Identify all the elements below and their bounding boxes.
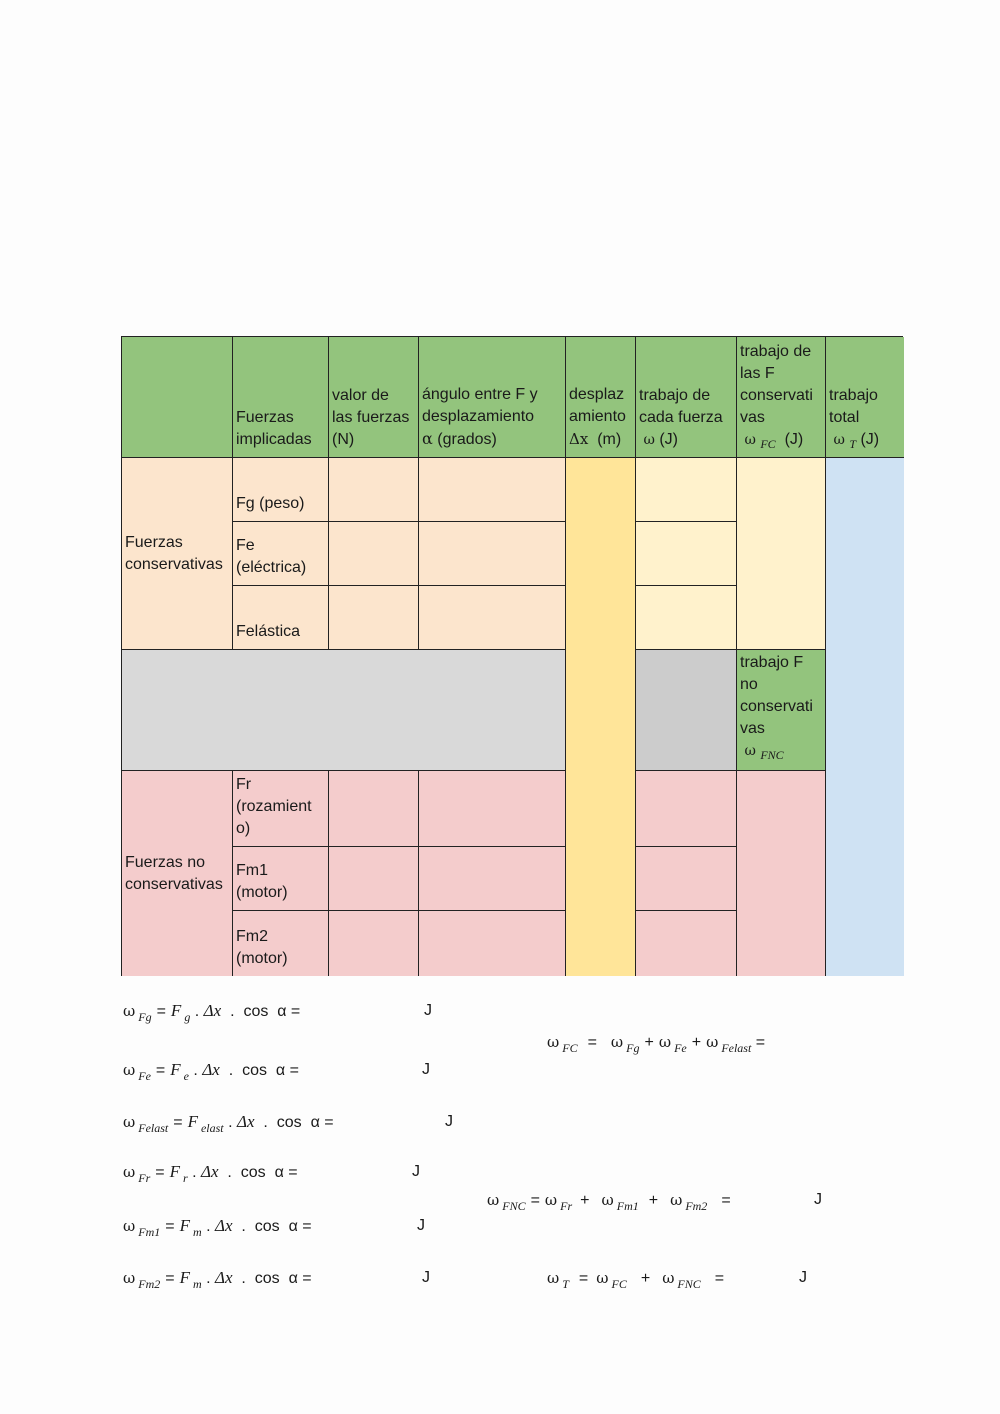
fnc-subscript: FNC — [760, 748, 784, 762]
eq-unit-j: J — [422, 1269, 430, 1286]
cell-fe-valor[interactable] — [329, 522, 419, 586]
header-angulo — [419, 337, 566, 458]
header-valor-line3: (N) — [332, 431, 355, 448]
eq-subscript: Fe — [138, 1069, 151, 1083]
cell-fm2-angulo[interactable] — [419, 911, 566, 976]
eq-delta-x: Δx — [202, 1060, 220, 1079]
t-subscript: T — [849, 437, 857, 451]
eq-force-subscript: m — [192, 1277, 202, 1291]
eq-force: F — [187, 1112, 198, 1131]
eq-sign: = — [721, 1192, 731, 1209]
eq-dot: . — [206, 1218, 211, 1235]
eq-force: F — [170, 1001, 182, 1020]
omega-symbol: ω — [487, 1191, 500, 1209]
eq-plus: + — [648, 1192, 659, 1209]
eq-alpha: α = — [277, 1003, 301, 1020]
eq-unit-j: J — [422, 1061, 430, 1078]
header-trabajo-total — [826, 337, 904, 458]
eq-plus: + — [644, 1034, 654, 1051]
cell-fr-valor[interactable] — [329, 771, 419, 847]
row-fe-text-line1: Fe — [236, 537, 255, 554]
omega-symbol: ω — [601, 1191, 614, 1209]
eq-plus: + — [580, 1192, 590, 1209]
eq-alpha: α = — [275, 1062, 299, 1079]
eq-delta-x: Δx — [201, 1162, 219, 1181]
group-no-conservativas — [122, 771, 233, 976]
header-despl-unit: (m) — [597, 431, 622, 448]
eq-force: F — [179, 1216, 190, 1235]
header-angulo-unit: (grados) — [437, 431, 497, 448]
header-trabajo-fc-line3: conservati — [740, 387, 813, 404]
eq-force-subscript: e — [183, 1069, 189, 1083]
eq-subscript: FNC — [502, 1199, 526, 1213]
cell-fm2-valor[interactable] — [329, 911, 419, 976]
header-fuerzas-line2: implicadas — [236, 431, 312, 448]
row-felastica-text: Felástica — [236, 623, 301, 640]
header-trabajo-total-line1: trabajo — [829, 387, 878, 404]
equation-w-fm2 — [123, 1266, 430, 1291]
eq-subscript: Fg — [138, 1010, 152, 1024]
separator-cell — [636, 650, 737, 771]
cell-trabajo-total[interactable] — [826, 458, 904, 976]
cell-fe-trabajo[interactable] — [636, 522, 737, 586]
eq-dot: . — [192, 1164, 197, 1181]
eq-sign: = — [156, 1003, 166, 1020]
eq-plus: + — [640, 1270, 651, 1287]
eq-subscript: Fr — [138, 1171, 151, 1185]
cell-desplazamiento[interactable] — [566, 458, 636, 976]
row-fg-label — [233, 458, 329, 522]
eq-sign: = — [165, 1218, 175, 1235]
eq-sign: = — [578, 1270, 589, 1287]
header-empty-cell — [122, 337, 233, 458]
eq-subscript: Fe — [674, 1041, 687, 1055]
header-fnc-line2: no — [740, 676, 758, 693]
omega-symbol: ω — [744, 432, 756, 448]
header-angulo-line2: desplazamiento — [422, 408, 535, 425]
header-valor — [329, 337, 419, 458]
eq-subscript: Fm1 — [138, 1225, 161, 1239]
row-fg-text: Fg (peso) — [236, 495, 305, 512]
equation-w-fr — [123, 1160, 420, 1185]
eq-unit-j: J — [814, 1191, 822, 1208]
omega-symbol: ω — [610, 1033, 624, 1051]
eq-cos: cos — [254, 1218, 280, 1235]
cell-fg-valor[interactable] — [329, 458, 419, 522]
row-fm1-text-line2: (motor) — [236, 884, 288, 901]
eq-sign: = — [173, 1114, 183, 1131]
row-fm2-text-line1: Fm2 — [236, 928, 268, 945]
row-fr-text-line2: (rozamient — [236, 798, 312, 815]
eq-cos: cos — [243, 1003, 269, 1020]
eq-dot: . — [228, 1114, 233, 1131]
omega-symbol: ω — [833, 432, 845, 448]
work-table — [121, 336, 903, 976]
omega-symbol: ω — [547, 1269, 560, 1287]
header-trabajo-fc-unit: (J) — [784, 431, 804, 448]
header-trabajo-cada-unit: (J) — [659, 431, 678, 448]
cell-felastica-angulo[interactable] — [419, 586, 566, 650]
eq-sign: = — [155, 1062, 166, 1079]
eq-force-subscript: elast — [200, 1121, 224, 1135]
omega-symbol: ω — [544, 1191, 558, 1209]
eq-alpha: α = — [288, 1270, 312, 1287]
eq-subscript: Felast — [721, 1041, 752, 1055]
omega-symbol: ω — [643, 432, 655, 448]
omega-symbol: ω — [596, 1269, 609, 1287]
equation-w-fc-sum — [547, 1030, 765, 1054]
eq-alpha: α = — [288, 1218, 312, 1235]
eq-sign: = — [155, 1164, 165, 1181]
cell-trabajo-fc[interactable] — [737, 458, 826, 650]
equation-w-felast — [123, 1110, 453, 1135]
eq-dot: . — [193, 1062, 198, 1079]
omega-symbol: ω — [670, 1191, 683, 1209]
eq-force-subscript: r — [182, 1171, 188, 1185]
eq-dot: . — [230, 1003, 235, 1020]
cell-fm1-trabajo[interactable] — [636, 847, 737, 911]
header-trabajo-fc — [737, 337, 826, 458]
eq-force-subscript: m — [192, 1225, 202, 1239]
header-trabajo-total-line2: total — [829, 409, 860, 426]
eq-unit-j: J — [412, 1163, 420, 1180]
group-conservativas — [122, 458, 233, 650]
header-trabajo-cada — [636, 337, 737, 458]
cell-fm1-valor[interactable] — [329, 847, 419, 911]
header-valor-line1: valor de — [332, 387, 389, 404]
eq-delta-x: Δx — [237, 1112, 255, 1131]
row-felastica-label — [233, 586, 329, 650]
header-fnc-line1: trabajo F — [740, 654, 804, 671]
cell-fm1-angulo[interactable] — [419, 847, 566, 911]
eq-subscript: Fm2 — [685, 1199, 708, 1213]
eq-force: F — [170, 1060, 181, 1079]
group-no-conservativas-line2: conservativas — [125, 875, 223, 893]
omega-symbol: ω — [744, 743, 756, 759]
eq-subscript: Fm1 — [616, 1199, 639, 1213]
eq-sign: = — [714, 1270, 725, 1287]
eq-subscript: Fr — [560, 1199, 573, 1213]
cell-fm2-trabajo[interactable] — [636, 911, 737, 976]
omega-symbol: ω — [706, 1033, 719, 1051]
row-fm1-text-line1: Fm1 — [236, 862, 268, 879]
eq-dot: . — [241, 1270, 246, 1287]
eq-sign: = — [587, 1034, 597, 1051]
equation-w-fg — [123, 999, 432, 1024]
header-fnc-line3: conservati — [740, 698, 813, 715]
header-despl-line2: amiento — [569, 408, 626, 425]
eq-unit-j: J — [445, 1113, 453, 1130]
eq-alpha: α = — [310, 1114, 334, 1131]
group-no-conservativas-line1: Fuerzas no — [125, 853, 206, 871]
eq-subscript: FC — [562, 1041, 578, 1055]
row-fr-text-line1: Fr — [236, 776, 252, 793]
eq-cos: cos — [240, 1164, 266, 1181]
eq-sign: = — [165, 1270, 175, 1287]
eq-sign: = — [530, 1192, 540, 1209]
header-trabajo-cada-line2: cada fuerza — [639, 409, 723, 426]
row-fm2-text-line2: (motor) — [236, 950, 288, 967]
cell-felastica-trabajo[interactable] — [636, 586, 737, 650]
fc-subscript: FC — [760, 437, 776, 451]
omega-symbol: ω — [123, 1002, 136, 1020]
omega-symbol: ω — [658, 1033, 672, 1051]
omega-symbol: ω — [123, 1061, 136, 1079]
row-fe-label — [233, 522, 329, 586]
header-fnc — [737, 650, 826, 771]
eq-dot: . — [228, 1062, 234, 1079]
separator-row — [122, 650, 566, 771]
alpha-symbol: α — [422, 429, 433, 448]
group-conservativas-line1: Fuerzas — [125, 533, 183, 551]
equation-w-fnc-sum — [487, 1188, 822, 1213]
cell-fg-angulo[interactable] — [419, 458, 566, 522]
eq-delta-x: Δx — [203, 1001, 222, 1020]
header-valor-line2: las fuerzas — [332, 409, 410, 426]
row-fm2-label — [233, 911, 329, 976]
header-fnc-line4: vas — [740, 720, 765, 737]
header-fuerzas — [233, 337, 329, 458]
cell-fe-angulo[interactable] — [419, 522, 566, 586]
eq-force-subscript: g — [184, 1010, 191, 1024]
eq-delta-x: Δx — [215, 1268, 233, 1287]
header-angulo-line1: ángulo entre F y — [422, 386, 538, 403]
eq-subscript: FC — [611, 1277, 627, 1291]
equation-w-fm1 — [123, 1214, 425, 1239]
eq-sign: = — [755, 1034, 766, 1051]
omega-symbol: ω — [123, 1269, 136, 1287]
eq-subscript: Fg — [626, 1041, 640, 1055]
omega-symbol: ω — [662, 1269, 675, 1287]
row-fm1-label — [233, 847, 329, 911]
header-trabajo-fc-line2: las F — [740, 365, 775, 382]
delta-x-symbol: Δx — [569, 430, 589, 448]
eq-force: F — [169, 1162, 180, 1181]
eq-subscript: Felast — [138, 1121, 169, 1135]
group-conservativas-line2: conservativas — [125, 555, 223, 573]
eq-subscript: FNC — [677, 1277, 701, 1291]
header-despl-line1: desplaz — [569, 386, 625, 403]
cell-felastica-valor[interactable] — [329, 586, 419, 650]
eq-cos: cos — [254, 1270, 280, 1287]
eq-unit-j: J — [424, 1002, 432, 1019]
row-fr-text-line3: o) — [236, 820, 251, 837]
eq-dot: . — [263, 1114, 268, 1131]
header-fuerzas-line1: Fuerzas — [236, 409, 294, 426]
omega-symbol: ω — [123, 1163, 136, 1181]
omega-symbol: ω — [547, 1033, 560, 1051]
cell-fg-trabajo[interactable] — [636, 458, 737, 522]
header-trabajo-total-unit: (J) — [860, 431, 880, 448]
eq-unit-j: J — [799, 1269, 807, 1286]
header-desplazamiento — [566, 337, 636, 458]
equation-w-fe — [123, 1058, 430, 1083]
cell-trabajo-fnc[interactable] — [737, 771, 826, 976]
header-trabajo-fc-line1: trabajo de — [740, 343, 812, 360]
header-trabajo-fc-line4: vas — [740, 409, 765, 426]
eq-dot: . — [227, 1164, 232, 1181]
eq-delta-x: Δx — [215, 1216, 233, 1235]
omega-symbol: ω — [123, 1113, 136, 1131]
equation-w-total — [547, 1266, 807, 1291]
eq-unit-j: J — [417, 1217, 425, 1234]
eq-dot: . — [194, 1003, 200, 1020]
cell-fr-trabajo[interactable] — [636, 771, 737, 847]
eq-force: F — [179, 1268, 190, 1287]
cell-fr-angulo[interactable] — [419, 771, 566, 847]
row-fr-label — [233, 771, 329, 847]
eq-subscript: T — [562, 1277, 569, 1291]
omega-symbol: ω — [123, 1217, 136, 1235]
eq-alpha: α = — [274, 1164, 298, 1181]
header-trabajo-cada-line1: trabajo de — [639, 387, 711, 404]
eq-dot: . — [206, 1270, 211, 1287]
eq-plus: + — [691, 1034, 702, 1051]
eq-cos: cos — [276, 1114, 302, 1131]
eq-subscript: Fm2 — [138, 1277, 161, 1291]
eq-cos: cos — [242, 1062, 267, 1079]
eq-dot: . — [241, 1218, 246, 1235]
row-fe-text-line2: (eléctrica) — [236, 559, 307, 576]
